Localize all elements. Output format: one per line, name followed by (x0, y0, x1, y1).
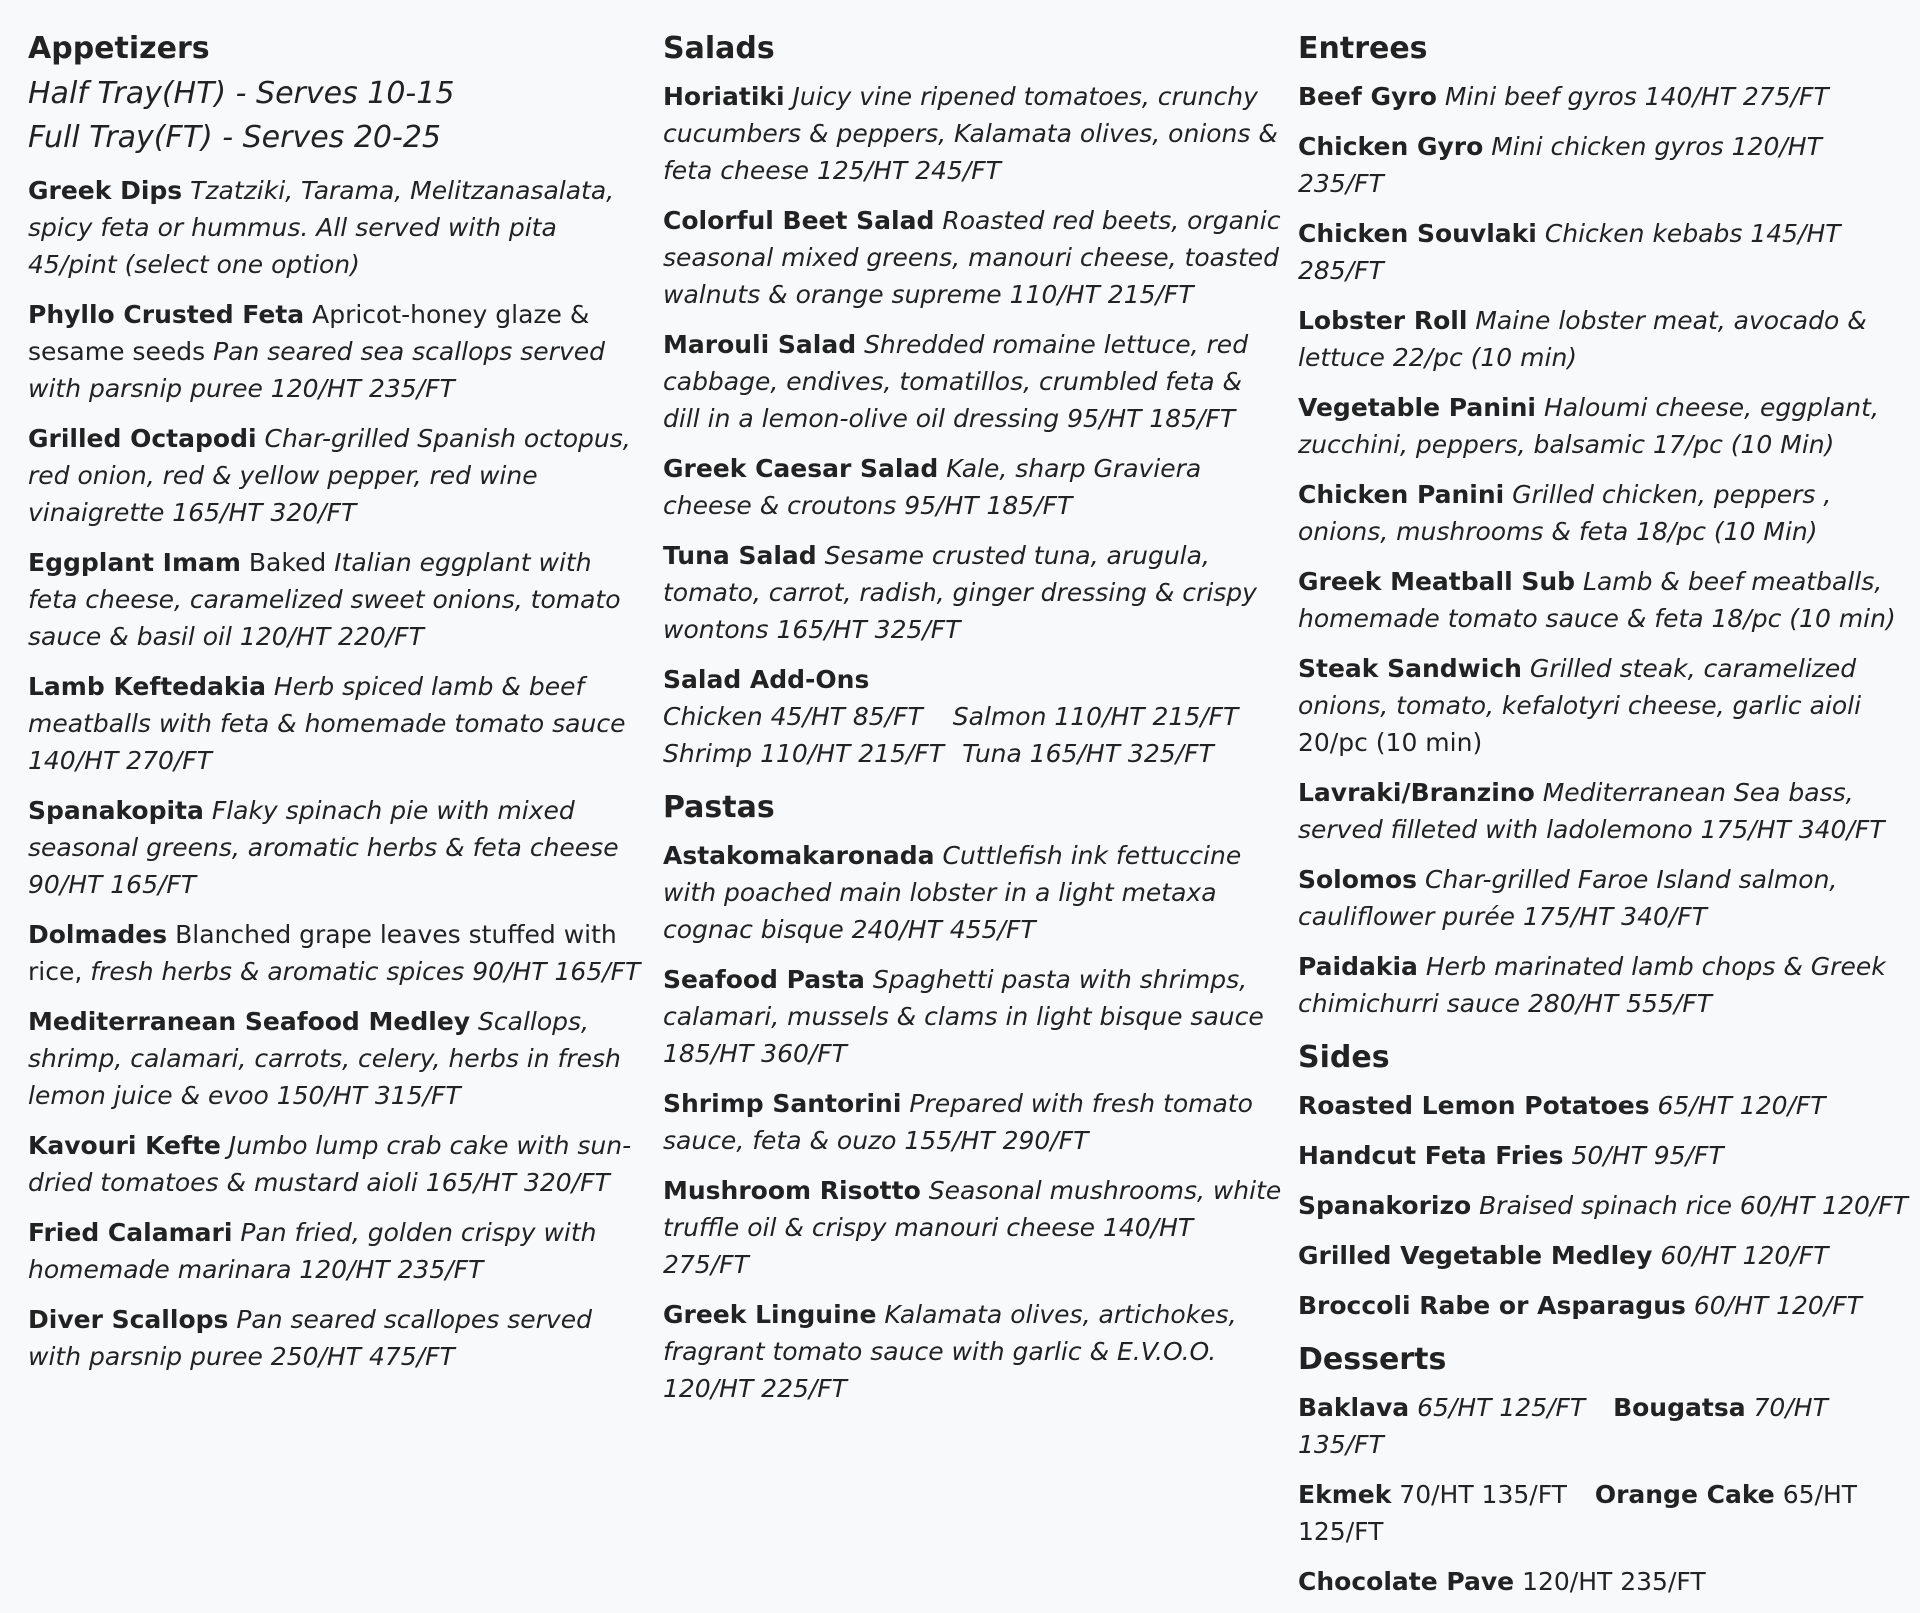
item-name: Diver Scallops (28, 1305, 229, 1334)
item-desc: fresh herbs & aromatic spices 90/HT 165/FT (90, 957, 641, 986)
menu-item-chicken-panini (1298, 476, 1908, 550)
appetizers-column (28, 26, 648, 1388)
item-desc: 65/HT 120/FT (1657, 1091, 1826, 1120)
menu-item-chocolate-pave (1298, 1563, 1908, 1600)
item-desc: 65/HT 125/FT (1417, 1393, 1586, 1422)
item-desc: Haloumi cheese, eggplant, zucchini, peppers, balsamic 17/pc (10 Min) (1298, 393, 1879, 459)
item-desc: 120/HT 235/FT (1522, 1567, 1706, 1596)
menu-item-beef-gyro (1298, 78, 1908, 115)
item-name: Eggplant Imam (28, 548, 241, 577)
menu-item-lavraki-branzino (1298, 774, 1908, 848)
item-desc: Jumbo lump crab cake with sun-dried tomatoes & mustard aioli 165/HT 320/FT (28, 1131, 632, 1197)
item-name: Marouli Salad (663, 330, 857, 359)
item-name: Fried Calamari (28, 1218, 233, 1247)
add-on-chicken: Chicken 45/HT 85/FT (663, 702, 923, 731)
item-desc: Braised spinach rice 60/HT 120/FT (1479, 1191, 1908, 1220)
menu-item-seafood-pasta (663, 961, 1283, 1072)
item-name: Shrimp Santorini (663, 1089, 902, 1118)
item-name: Mushroom Risotto (663, 1176, 921, 1205)
salads-pastas-column (663, 26, 1283, 1420)
item-name: Seafood Pasta (663, 965, 865, 994)
menu-item-colorful-beet-salad (663, 202, 1283, 313)
item-name: Bougatsa (1613, 1393, 1746, 1422)
item-name: Grilled Vegetable Medley (1298, 1241, 1653, 1270)
item-desc: 70/HT 135/FT (1298, 1393, 1828, 1459)
item-desc: Spaghetti pasta with shrimps, calamari, mussels & clams in light bisque sauce 185/HT 360/FT (663, 965, 1264, 1068)
item-desc: Mini beef gyros 140/HT 275/FT (1444, 82, 1829, 111)
menu-item-dolmades (28, 916, 648, 990)
menu-item-phyllo-crusted-feta (28, 296, 648, 407)
item-name: Dolmades (28, 920, 168, 949)
item-name: Beef Gyro (1298, 82, 1437, 111)
item-name: Lavraki/Branzino (1298, 778, 1535, 807)
item-name: Chicken Gyro (1298, 132, 1484, 161)
menu-item-shrimp-santorini (663, 1085, 1283, 1159)
item-desc: Grilled steak, caramelized onions, tomato, kefalotyri cheese, garlic aioli (1298, 654, 1862, 720)
menu-item-tuna-salad (663, 537, 1283, 648)
menu-item-steak-sandwich (1298, 650, 1908, 761)
item-name: Greek Caesar Salad (663, 454, 939, 483)
item-desc: Lamb & beef meatballs, homemade tomato sauce & feta 18/pc (10 min) (1298, 567, 1896, 633)
item-name: Baklava (1298, 1393, 1410, 1422)
add-ons-row (663, 735, 1283, 772)
item-name: Lamb Keftedakia (28, 672, 266, 701)
item-name: Colorful Beet Salad (663, 206, 935, 235)
menu-item-fried-calamari (28, 1214, 648, 1288)
item-desc: Sesame crusted tuna, arugula, tomato, carrot, radish, ginger dressing & crispy wontons 165/HT 325/FT (663, 541, 1257, 644)
add-on-shrimp: Shrimp 110/HT 215/FT (663, 739, 945, 768)
item-desc: Italian eggplant with feta cheese, caramelized sweet onions, tomato sauce & basil oil 120/HT 220/FT (28, 548, 621, 651)
item-name: Astakomakaronada (663, 841, 935, 870)
menu-item-chicken-souvlaki (1298, 215, 1908, 289)
item-desc-plain: Blanched grape leaves stuffed with rice, (28, 920, 617, 986)
item-name: Vegetable Panini (1298, 393, 1536, 422)
item-name: Greek Dips (28, 176, 183, 205)
menu-item-diver-scallops (28, 1301, 648, 1375)
item-desc: Seasonal mushrooms, white truffle oil & crispy manouri cheese 140/HT 275/FT (663, 1176, 1282, 1279)
section-title-appetizers: Appetizers (28, 31, 210, 66)
item-desc: Char-grilled Spanish octopus, red onion, red & yellow pepper, red wine vinaigrette 165/HT 320/FT (28, 424, 631, 527)
entrees-sides-desserts-column (1298, 26, 1908, 1613)
item-desc: Shredded romaine lettuce, red cabbage, endives, tomatillos, crumbled feta & dill in a lemon-olive oil dressing 95/HT 185/FT (663, 330, 1249, 433)
menu-item-greek-caesar-salad (663, 450, 1283, 524)
item-name: Broccoli Rabe or Asparagus (1298, 1291, 1686, 1320)
menu-item-solomos (1298, 861, 1908, 935)
item-name: Horiatiki (663, 82, 785, 111)
menu-item-roasted-lemon-potatoes (1298, 1087, 1908, 1124)
menu-item-marouli-salad (663, 326, 1283, 437)
appetizers-intro (28, 26, 648, 160)
menu-item-kavouri-kefte (28, 1127, 648, 1201)
item-desc: Mini chicken gyros 120/HT 235/FT (1298, 132, 1822, 198)
item-desc: Tzatziki, Tarama, Melitzanasalata, spicy feta or hummus. All served with pita (28, 176, 615, 242)
menu-item-mushroom-risotto (663, 1172, 1283, 1283)
item-desc: Pan seared sea scallops served with parsnip puree 120/HT 235/FT (28, 337, 605, 403)
item-desc: Cuttlefish ink fettuccine with poached main lobster in a light metaxa cognac bisque 240/HT 455/FT (663, 841, 1242, 944)
item-desc: Juicy vine ripened tomatoes, crunchy cucumbers & peppers, Kalamata olives, onions & feta cheese 125/HT 245/FT (663, 82, 1278, 185)
menu-item-eggplant-imam (28, 544, 648, 655)
item-desc: Kalamata olives, artichokes, fragrant tomato sauce with garlic & E.V.O.O. 120/HT 225/FT (663, 1300, 1237, 1403)
item-name: Ekmek (1298, 1480, 1392, 1509)
menu-item-astakomakaronada (663, 837, 1283, 948)
item-desc: 70/HT 135/FT (1399, 1480, 1567, 1509)
item-price: 20/pc (10 min) (1298, 728, 1483, 757)
menu-item-greek-meatball-sub (1298, 563, 1908, 637)
item-name: Greek Meatball Sub (1298, 567, 1576, 596)
item-name: Kavouri Kefte (28, 1131, 221, 1160)
item-desc-plain: Apricot-honey glaze & sesame seeds (28, 300, 590, 366)
salad-add-ons (663, 661, 1283, 772)
item-name: Handcut Feta Fries (1298, 1141, 1564, 1170)
item-name: Chicken Souvlaki (1298, 219, 1537, 248)
item-desc: Kale, sharp Graviera cheese & croutons 95/HT 185/FT (663, 454, 1202, 520)
item-desc: 50/HT 95/FT (1571, 1141, 1724, 1170)
dessert-row (1298, 1476, 1908, 1550)
item-desc: Grilled chicken, peppers , onions, mushrooms & feta 18/pc (10 Min) (1298, 480, 1832, 546)
section-title-pastas: Pastas (663, 790, 775, 825)
menu-item-vegetable-panini (1298, 389, 1908, 463)
item-desc: Char-grilled Faroe Island salmon, cauliflower purée 175/HT 340/FT (1298, 865, 1838, 931)
menu-item-horiatiki (663, 78, 1283, 189)
menu-item-spanakopita (28, 792, 648, 903)
section-title-salads: Salads (663, 31, 775, 66)
item-desc: Roasted red beets, organic seasonal mixed greens, manouri cheese, toasted walnuts & orange supreme 110/HT 215/FT (663, 206, 1281, 309)
menu-item-lamb-keftedakia (28, 668, 648, 779)
half-tray-note: Half Tray(HT) - Serves 10-15 (28, 76, 455, 111)
item-name: Chicken Panini (1298, 480, 1505, 509)
item-desc: 65/HT 125/FT (1298, 1480, 1858, 1546)
item-name: Phyllo Crusted Feta (28, 300, 305, 329)
item-desc: 60/HT 120/FT (1693, 1291, 1862, 1320)
add-on-salmon: Salmon 110/HT 215/FT (952, 702, 1239, 731)
item-desc: Herb marinated lamb chops & Greek chimichurri sauce 280/HT 555/FT (1298, 952, 1886, 1018)
item-desc: Pan seared scallopes served with parsnip puree 250/HT 475/FT (28, 1305, 592, 1371)
menu-item-grilled-octapodi (28, 420, 648, 531)
item-name: Greek Linguine (663, 1300, 877, 1329)
menu-item-chicken-gyro (1298, 128, 1908, 202)
menu-item-greek-linguine (663, 1296, 1283, 1407)
menu-item-handcut-feta-fries (1298, 1137, 1908, 1174)
menu-item-spanakorizo (1298, 1187, 1908, 1224)
item-name: Tuna Salad (663, 541, 817, 570)
item-desc: Prepared with fresh tomato sauce, feta & ouzo 155/HT 290/FT (663, 1089, 1253, 1155)
section-title-desserts: Desserts (1298, 1342, 1447, 1377)
menu-item-mediterranean-seafood-medley (28, 1003, 648, 1114)
menu-item-lobster-roll (1298, 302, 1908, 376)
item-name: Grilled Octapodi (28, 424, 257, 453)
item-price: 45/pint (select one option) (28, 250, 360, 279)
item-name: Steak Sandwich (1298, 654, 1522, 683)
item-desc: 60/HT 120/FT (1660, 1241, 1829, 1270)
item-name: Roasted Lemon Potatoes (1298, 1091, 1650, 1120)
item-name: Paidakia (1298, 952, 1418, 981)
item-desc-plain: Baked (248, 548, 327, 577)
item-desc: Chicken kebabs 145/HT 285/FT (1298, 219, 1841, 285)
menu-item-grilled-vegetable-medley (1298, 1237, 1908, 1274)
item-desc: Pan fried, golden crispy with homemade marinara 120/HT 235/FT (28, 1218, 597, 1284)
item-desc: Maine lobster meat, avocado & lettuce 22/pc (10 min) (1298, 306, 1867, 372)
add-ons-row (663, 698, 1283, 735)
item-name: Solomos (1298, 865, 1418, 894)
item-name: Orange Cake (1594, 1480, 1775, 1509)
item-name: Lobster Roll (1298, 306, 1468, 335)
item-name: Spanakorizo (1298, 1191, 1472, 1220)
item-name: Chocolate Pave (1298, 1567, 1515, 1596)
dessert-row (1298, 1389, 1908, 1463)
menu-item-broccoli-rabe-or-asparagus (1298, 1287, 1908, 1324)
add-ons-title: Salad Add-Ons (663, 665, 870, 694)
add-on-tuna: Tuna 165/HT 325/FT (962, 739, 1214, 768)
menu-item-paidakia (1298, 948, 1908, 1022)
menu-item-ekmek (1298, 1480, 1575, 1509)
item-desc: Herb spiced lamb & beef meatballs with feta & homemade tomato sauce 140/HT 270/FT (28, 672, 626, 775)
item-name: Spanakopita (28, 796, 204, 825)
section-title-entrees: Entrees (1298, 31, 1428, 66)
full-tray-note: Full Tray(FT) - Serves 20-25 (28, 120, 441, 155)
section-title-sides: Sides (1298, 1040, 1390, 1075)
menu-item-greek-dips (28, 172, 648, 283)
item-desc: Scallops, shrimp, calamari, carrots, celery, herbs in fresh lemon juice & evoo 150/HT 315/FT (28, 1007, 621, 1110)
item-desc: Mediterranean Sea bass, served filleted with ladolemono 175/HT 340/FT (1298, 778, 1885, 844)
item-desc: Flaky spinach pie with mixed seasonal greens, aromatic herbs & feta cheese 90/HT 165/FT (28, 796, 619, 899)
item-name: Mediterranean Seafood Medley (28, 1007, 471, 1036)
menu-item-baklava (1298, 1393, 1593, 1422)
